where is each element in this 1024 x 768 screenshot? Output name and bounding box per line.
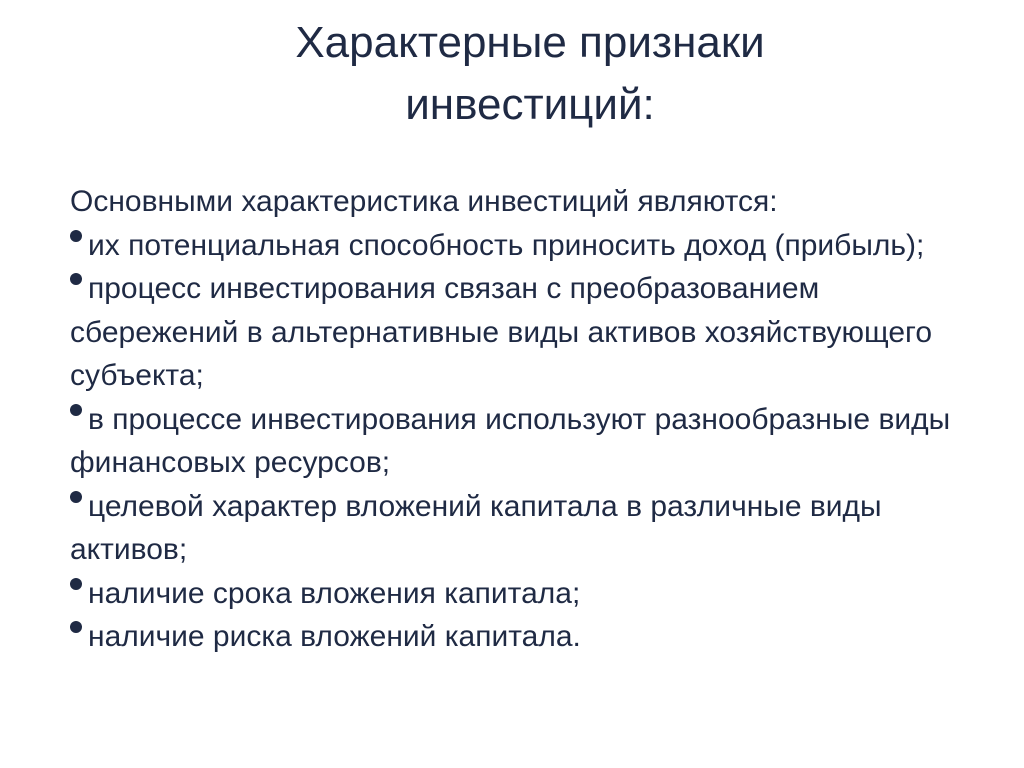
bullet-item — [70, 572, 970, 616]
slide-title-line-2: инвестиций: — [405, 80, 655, 129]
slide-body — [70, 180, 970, 659]
bullet-item — [70, 615, 970, 659]
bullet-text: наличие срока вложения капитала; — [88, 576, 581, 610]
bullet-dot-icon — [70, 230, 82, 242]
bullet-dot-icon — [70, 404, 82, 416]
bullet-text: их потенциальная способность приносить доход (прибыль); — [88, 228, 925, 262]
bullet-dot-icon — [70, 491, 82, 503]
intro-text: Основными характеристика инвестиций являются: — [70, 185, 778, 218]
bullet-item — [70, 224, 970, 268]
bullet-text: целевой характер вложений капитала в различные виды активов; — [70, 489, 882, 566]
slide-title — [200, 12, 860, 136]
bullet-dot-icon — [70, 621, 82, 633]
bullet-text: процесс инвестирования связан с преобразованием сбережений в альтернативные виды активов хозяйствующего субъекта; — [70, 272, 933, 392]
bullet-item — [70, 267, 970, 398]
bullet-text: в процессе инвестирования используют разнообразные виды финансовых ресурсов; — [70, 402, 951, 479]
slide-title-line-1: Характерные признаки — [295, 18, 765, 67]
bullet-text: наличие риска вложений капитала. — [88, 620, 581, 653]
bullet-dot-icon — [70, 273, 82, 285]
bullet-dot-icon — [70, 578, 82, 590]
bullet-item — [70, 485, 970, 572]
bullet-item — [70, 398, 970, 485]
bullet-list — [70, 224, 970, 659]
